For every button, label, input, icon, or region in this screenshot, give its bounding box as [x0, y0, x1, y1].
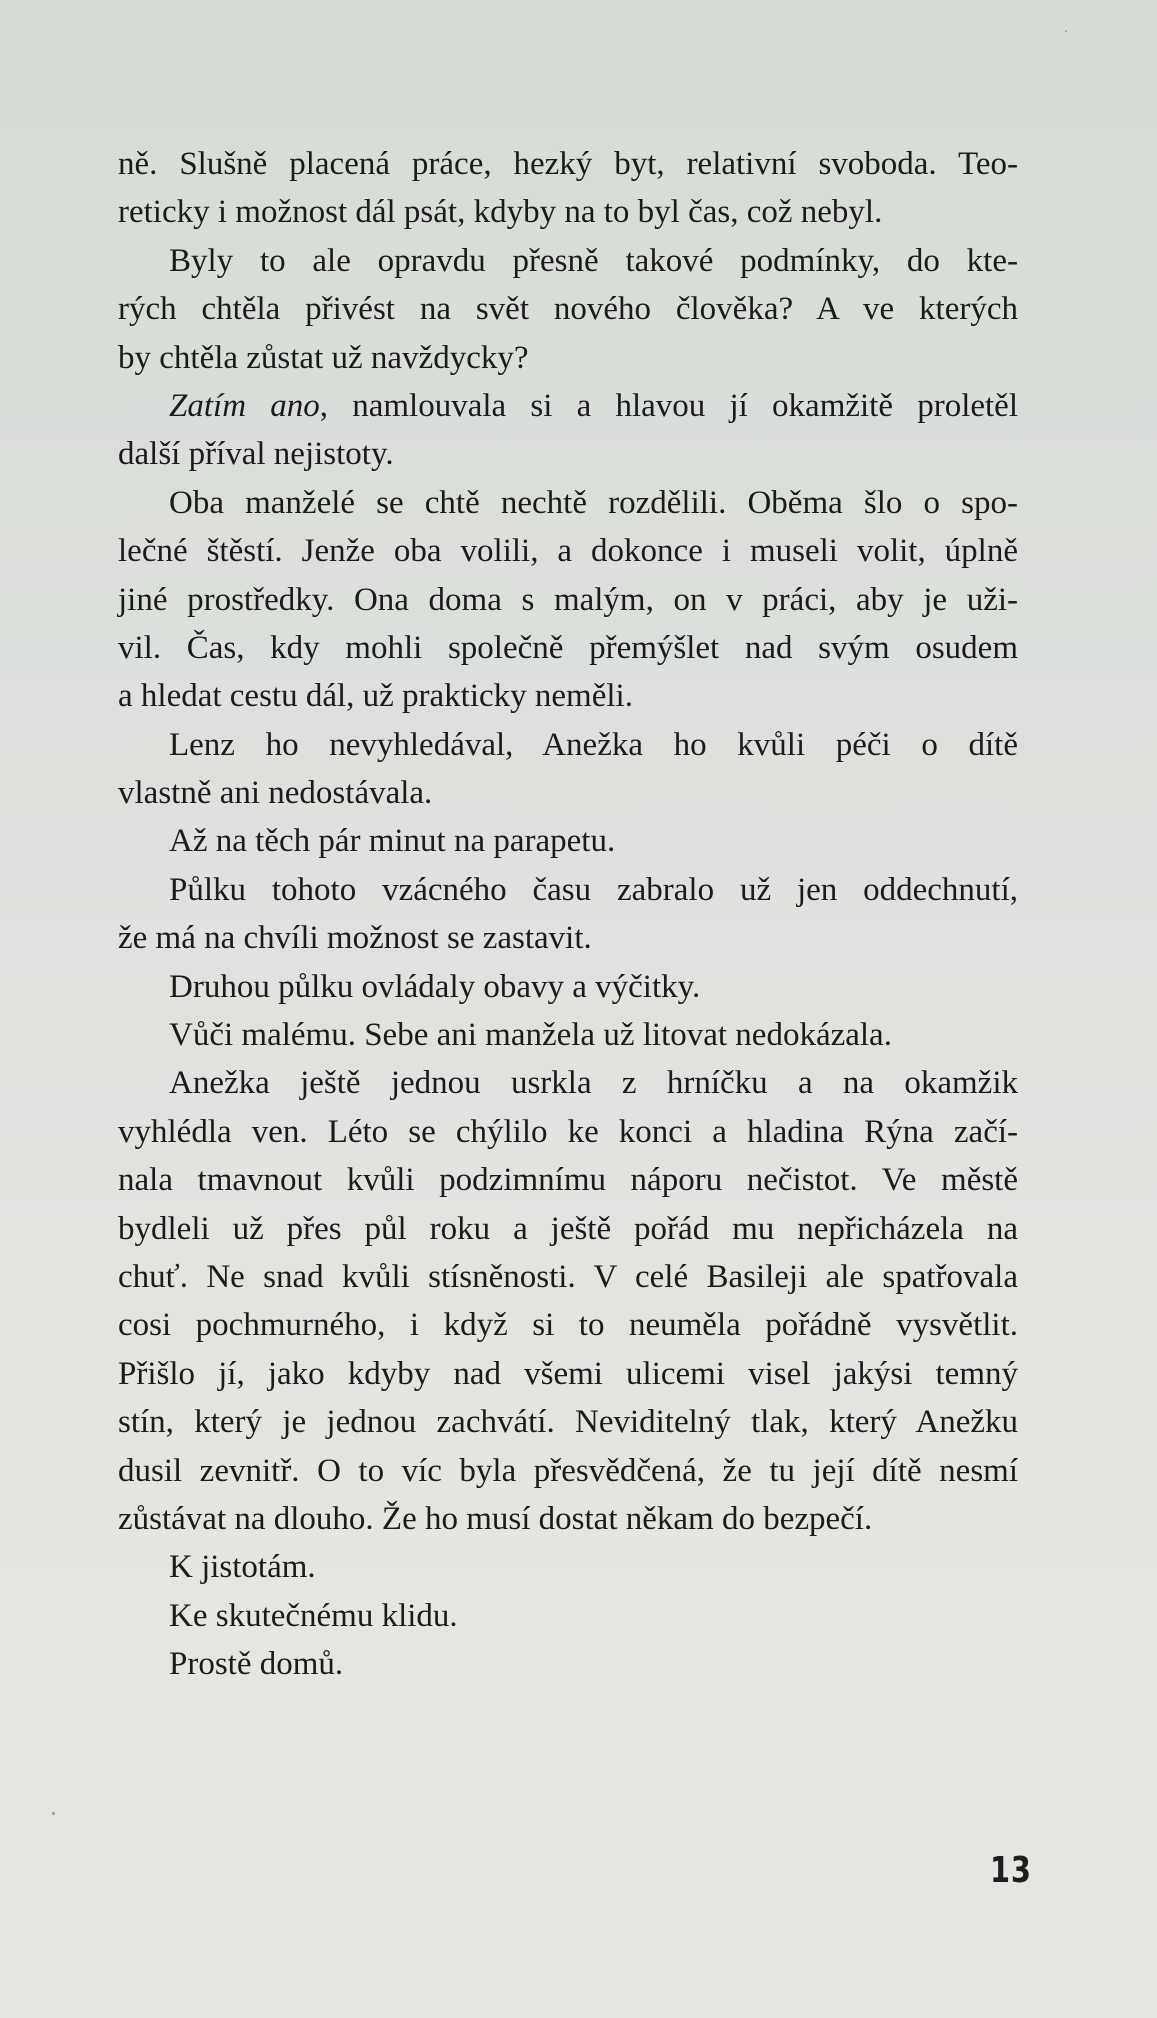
text-line: že má na chvíli možnost se zastavit.	[118, 920, 592, 957]
page-number: 13	[990, 1850, 1032, 1891]
text-line: rých chtěla přivést na svět nového člověka? A ve kterých	[118, 291, 1018, 328]
text-line: Anežka ještě jednou usrkla z hrníčku a na okamžik	[169, 1065, 1018, 1102]
text-line: by chtěla zůstat už navždycky?	[118, 339, 529, 376]
paragraph	[118, 721, 1018, 818]
paragraph	[118, 1640, 1018, 1688]
text-line: vil. Čas, kdy mohli společně přemýšlet nad svým osudem	[118, 629, 1018, 666]
paragraph	[118, 1011, 1018, 1059]
text-line: vyhlédla ven. Léto se chýlilo ke konci a hladina Rýna začí-	[118, 1113, 1018, 1150]
text-line: Ke skutečnému klidu.	[169, 1597, 458, 1634]
text-line: cosi pochmurného, i když si to neuměla pořádně vysvětlit.	[118, 1307, 1018, 1344]
text-line: další příval nejistoty.	[118, 436, 394, 473]
text-line: lečné štěstí. Jenže oba volili, a dokonce i museli volit, úplně	[118, 533, 1018, 570]
body-text	[118, 140, 1018, 1689]
paragraph	[118, 237, 1018, 382]
paper-speck	[1065, 30, 1067, 32]
text-line: Byly to ale opravdu přesně takové podmínky, do kte-	[169, 242, 1018, 279]
text-line: Oba manželé se chtě nechtě rozdělili. Oběma šlo o spo-	[169, 484, 1018, 521]
text-line: Až na těch pár minut na parapetu.	[169, 823, 616, 860]
text-line: Přišlo jí, jako kdyby nad všemi ulicemi visel jakýsi temný	[118, 1355, 1018, 1392]
paper-speck	[52, 1812, 55, 1815]
text-line: ně. Slušně placená práce, hezký byt, relativní svoboda. Teo-	[118, 146, 1018, 182]
text-line: bydleli už přes půl roku a ještě pořád mu nepřicházela na	[118, 1210, 1018, 1247]
text-line: jiné prostředky. Ona doma s malým, on v práci, aby je uži-	[118, 581, 1018, 618]
text-line: reticky i možnost dál psát, kdyby na to byl čas, což nebyl.	[118, 194, 883, 231]
paragraph	[118, 479, 1018, 721]
paragraph	[118, 1592, 1018, 1640]
text-line: nala tmavnout kvůli podzimnímu náporu nečistot. Ve městě	[118, 1162, 1018, 1199]
paragraph	[118, 963, 1018, 1011]
paragraph	[118, 382, 1018, 479]
paragraph	[118, 1059, 1018, 1543]
text-line: a hledat cestu dál, už prakticky neměli.	[118, 678, 633, 715]
italic-phrase: Zatím ano	[169, 387, 320, 424]
text-line: K jistotám.	[169, 1549, 316, 1586]
paragraph	[118, 1543, 1018, 1591]
text-line: stín, který je jednou zachvátí. Neviditelný tlak, který Anežku	[118, 1404, 1018, 1441]
paragraph	[118, 817, 1018, 865]
text-line	[118, 382, 1018, 430]
text-line: Vůči malému. Sebe ani manžela už litovat nedokázala.	[169, 1017, 892, 1054]
text-line: Prostě domů.	[169, 1646, 344, 1683]
text-line: chuť. Ne snad kvůli stísněnosti. V celé Basileji ale spatřovala	[118, 1258, 1018, 1295]
paragraph	[118, 140, 1018, 237]
text-line: Druhou půlku ovládaly obavy a výčitky.	[169, 968, 701, 1005]
text-line: Lenz ho nevyhledával, Anežka ho kvůli péči o dítě	[169, 726, 1018, 763]
line-text: , namlouvala si a hlavou jí okamžitě proletěl	[319, 387, 1018, 424]
text-line: vlastně ani nedostávala.	[118, 775, 433, 812]
paragraph	[118, 866, 1018, 963]
text-line: zůstávat na dlouho. Že ho musí dostat někam do bezpečí.	[118, 1500, 873, 1537]
text-line: Půlku tohoto vzácného času zabralo už jen oddechnutí,	[169, 871, 1018, 908]
text-line: dusil zevnitř. O to víc byla přesvědčená, že tu její dítě nesmí	[118, 1452, 1018, 1489]
